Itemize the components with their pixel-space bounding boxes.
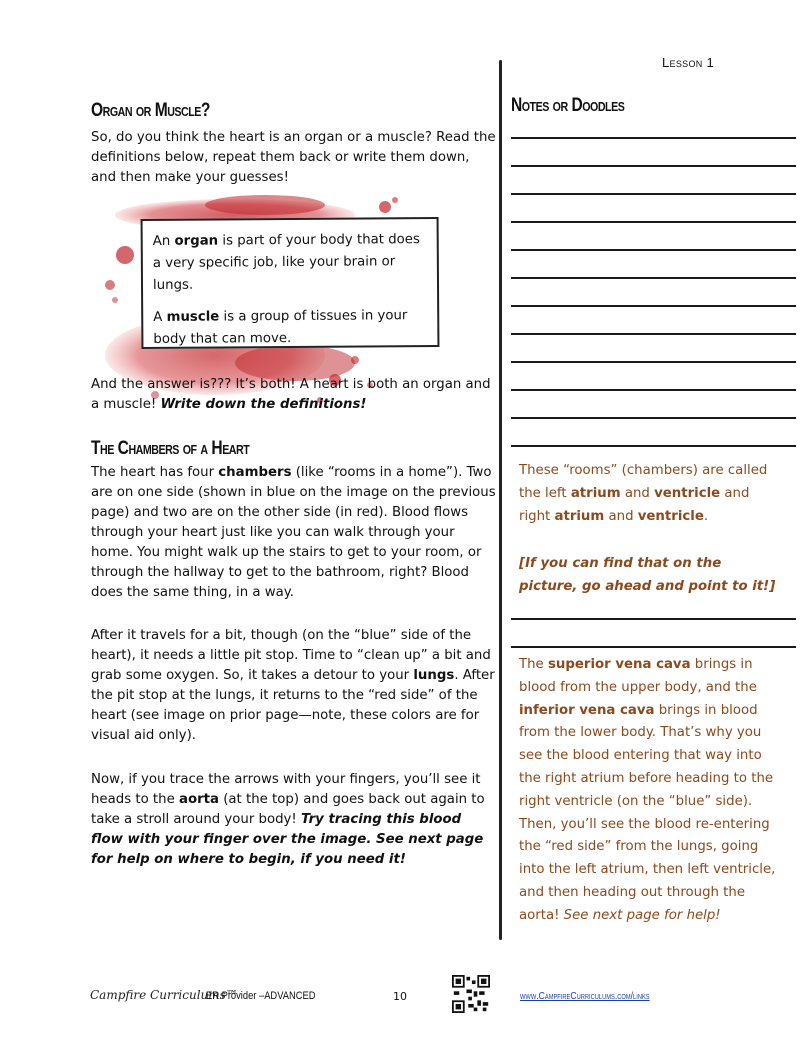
intro-paragraph: So, do you think the heart is an organ or a muscle? Read the definitions below, repeat them back or write them down, and then make your guesses! [91,130,496,185]
notes-line [511,417,796,419]
notes-line [511,389,796,391]
notes-line [511,277,796,279]
chambers-paragraph-3: Now, if you trace the arrows with your fingers, you’ll see it heads to the aorta (at the top) and goes back out again to take a stroll around your body! Try tracing this blood flow with your finger over the image. See next page for help on where to begin, if you need it! [91,772,485,867]
notes-line [511,221,796,223]
notes-line [511,361,796,363]
notes-line [511,193,796,195]
notes-line [511,249,796,251]
campfire-logo-icon: Campfire Curriculums™ [90,988,238,1002]
organ-definition: An organ is part of your body that does a very specific job, like your brain or lungs. [152,232,420,293]
muscle-definition: A muscle is a group of tissues in your body that can move. [153,308,408,347]
column-divider [499,60,502,940]
notes-line [511,165,796,167]
definitions-box [141,217,440,349]
notes-line [511,646,796,648]
answer-paragraph: And the answer is??? It’s both! A heart is both an organ and a muscle! Write down the definitions! [91,377,491,412]
vena-cava-note: The superior vena cava brings in blood from the upper body, and the inferior vena cava brings in blood from the lower body. That’s why you see the blood entering that way into the right atrium before heading to the right ventricle (on the “blue” side). Then, you’ll see the blood re-entering the “red side” from the lungs, going into the left atrium, then left ventricle, and then heading out through the aorta! See next page for help! [519,657,776,923]
section-title-organ-or-muscle: Organ or Muscle? [91,100,210,121]
notes-line [511,333,796,335]
campfire-links-link[interactable]: www.CampfireCurriculums.com/links [520,990,650,1002]
notes-line [511,618,796,620]
course-name: ER Provider –ADVANCED [206,990,316,1002]
point-to-it-note: [If you can find that on the picture, go ahead and point to it!] [519,556,776,594]
section-title-chambers: The Chambers of a Heart [91,438,250,459]
notes-title: Notes or Doodles [511,95,625,116]
page-number: 10 [393,990,407,1003]
muscle-term: muscle [166,309,220,325]
chambers-paragraph-1: The heart has four chambers (like “rooms in a home”). Two are on one side (shown in blue on the image on the previous page) and two are on the other side (in red). Blood flows through your heart just like you can walk through your home. You might walk up the stairs to get to your room, or through the hallway to get to the bathroom, right? Blood does the same thing, in a way. [91,465,496,600]
qr-code-icon[interactable] [452,975,490,1013]
notes-line [511,305,796,307]
notes-line [511,137,796,139]
organ-term: organ [174,233,219,249]
chambers-paragraph-2: After it travels for a bit, though (on the “blue” side of the heart), it needs a little pit stop. Time to “clean up” a bit and grab some oxygen. So, it takes a detour to your lungs. After the pit stop at the lungs, it returns to the “red side” of the heart (see image on prior page—note, these colors are for visual aid only). [91,628,495,743]
lesson-label: Lesson 1 [662,55,714,70]
notes-line [511,445,796,447]
chambers-note: These “rooms” (chambers) are called the left atrium and ventricle and right atrium and ventricle. [519,463,768,524]
